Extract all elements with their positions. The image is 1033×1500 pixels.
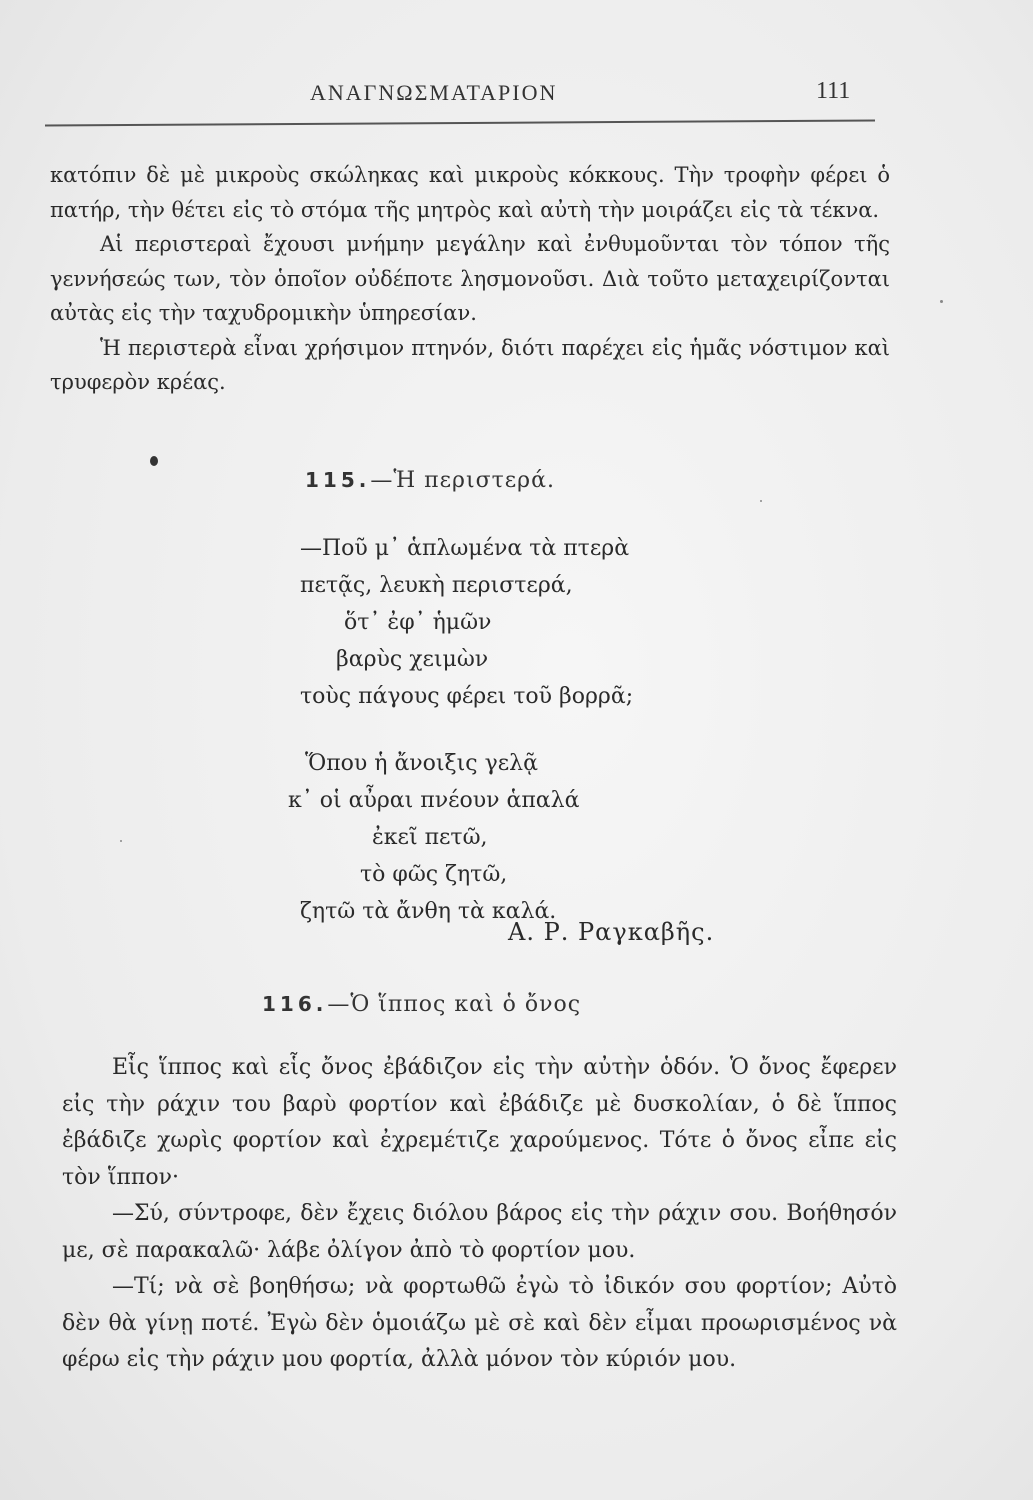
poem-line: —Ποῦ μ᾽ ἁπλωμένα τὰ πτερὰ bbox=[300, 536, 630, 561]
section-heading-116 bbox=[262, 992, 581, 1017]
paragraph: Εἷς ἵππος καὶ εἷς ὄνος ἐβάδιζον εἰς τὴν αὐτὴν ὁδόν. Ὁ ὄνος ἔφερεν εἰς τὴν ράχιν του βαρὺ φορτίον καὶ ἐβάδιζε μὲ δυσκολίαν, ὁ δὲ ἵππος ἐβάδιζε χωρὶς φορτίον καὶ ἐχρεμέτιζε χαρούμενος. Τότε ὁ ὄνος εἶπε εἰς τὸν ἵππον· bbox=[62, 1055, 897, 1190]
page-number: 111 bbox=[816, 78, 851, 104]
poem-line: ὅτ᾽ ἐφ᾽ ἡμῶν bbox=[344, 610, 492, 635]
paragraph: —Σύ, σύντροφε, δὲν ἔχεις διόλου βάρος εἰς τὴν ράχιν σου. Βοήθησόν με, σὲ παρακαλῶ· λάβε ὀλίγον ἀπὸ τὸ φορτίον μου. bbox=[62, 1201, 897, 1263]
paragraph: Ἡ περιστερὰ εἶναι χρήσιμον πτηνόν, διότι παρέχει εἰς ἡμᾶς νόστιμον καὶ τρυφερὸν κρέας. bbox=[50, 335, 890, 394]
poem-line: ἐκεῖ πετῶ, bbox=[372, 825, 488, 850]
paper-speck bbox=[760, 500, 762, 502]
stanza-gap bbox=[300, 715, 633, 745]
poem-line: τὸ φῶς ζητῶ, bbox=[360, 862, 508, 887]
section-heading-115 bbox=[305, 468, 555, 493]
paper-speck bbox=[120, 840, 122, 842]
poem-line: κ᾽ οἱ αὖραι πνέουν ἁπαλά bbox=[288, 788, 580, 813]
poem bbox=[288, 530, 634, 930]
section-title: —Ἡ περιστερά. bbox=[370, 468, 555, 493]
bottom-prose bbox=[62, 1050, 897, 1379]
poem-line: ζητῶ τὰ ἄνθη τὰ καλά. bbox=[300, 899, 557, 924]
ink-mark bbox=[150, 456, 158, 466]
top-prose bbox=[50, 158, 890, 400]
poem-line: τοὺς πάγους φέρει τοῦ βορρᾶ; bbox=[300, 684, 634, 709]
paragraph: κατόπιν δὲ μὲ μικροὺς σκώληκας καὶ μικροὺς κόκκους. Τὴν τροφὴν φέρει ὁ πατήρ, τὴν θέτει εἰς τὸ στόμα τῆς μητρὸς καὶ αὐτὴ τὴν μοιράζει εἰς τὰ τέκνα. bbox=[50, 163, 890, 222]
running-header: ΑΝΑΓΝΩΣΜΑΤΑΡΙΟΝ bbox=[310, 80, 558, 105]
header-rule bbox=[45, 119, 875, 126]
poem-author: Α. Ρ. Ραγκαβῆς. bbox=[508, 918, 715, 946]
section-number: 115. bbox=[305, 468, 371, 492]
poem-line: Ὅπου ἡ ἄνοιξις γελᾷ bbox=[305, 751, 538, 776]
section-title: —Ὁ ἵππος καὶ ὁ ὄνος bbox=[327, 992, 582, 1017]
paragraph: Αἱ περιστεραὶ ἔχουσι μνήμην μεγάλην καὶ ἐνθυμοῦνται τὸν τόπον τῆς γεννήσεώς των, τὸν ὁποῖον οὐδέποτε λησμονοῦσι. Διὰ τοῦτο μεταχειρίζονται αὐτὰς εἰς τὴν ταχυδρομικὴν ὑπηρεσίαν. bbox=[50, 232, 890, 325]
section-number: 116. bbox=[262, 992, 328, 1016]
poem-line: πετᾷς, λευκὴ περιστερά, bbox=[300, 573, 573, 598]
paper-speck bbox=[940, 300, 943, 303]
poem-line: βαρὺς χειμὼν bbox=[336, 647, 489, 672]
paragraph: —Τί; νὰ σὲ βοηθήσω; νὰ φορτωθῶ ἐγὼ τὸ ἰδικόν σου φορτίον; Αὐτὸ δὲν θὰ γίνῃ ποτέ. Ἐγὼ δὲν ὁμοιάζω μὲ σὲ καὶ δὲν εἶμαι προωρισμένος νὰ φέρω εἰς τὴν ράχιν μου φορτία, ἀλλὰ μόνον τὸν κύριόν μου. bbox=[62, 1274, 897, 1372]
